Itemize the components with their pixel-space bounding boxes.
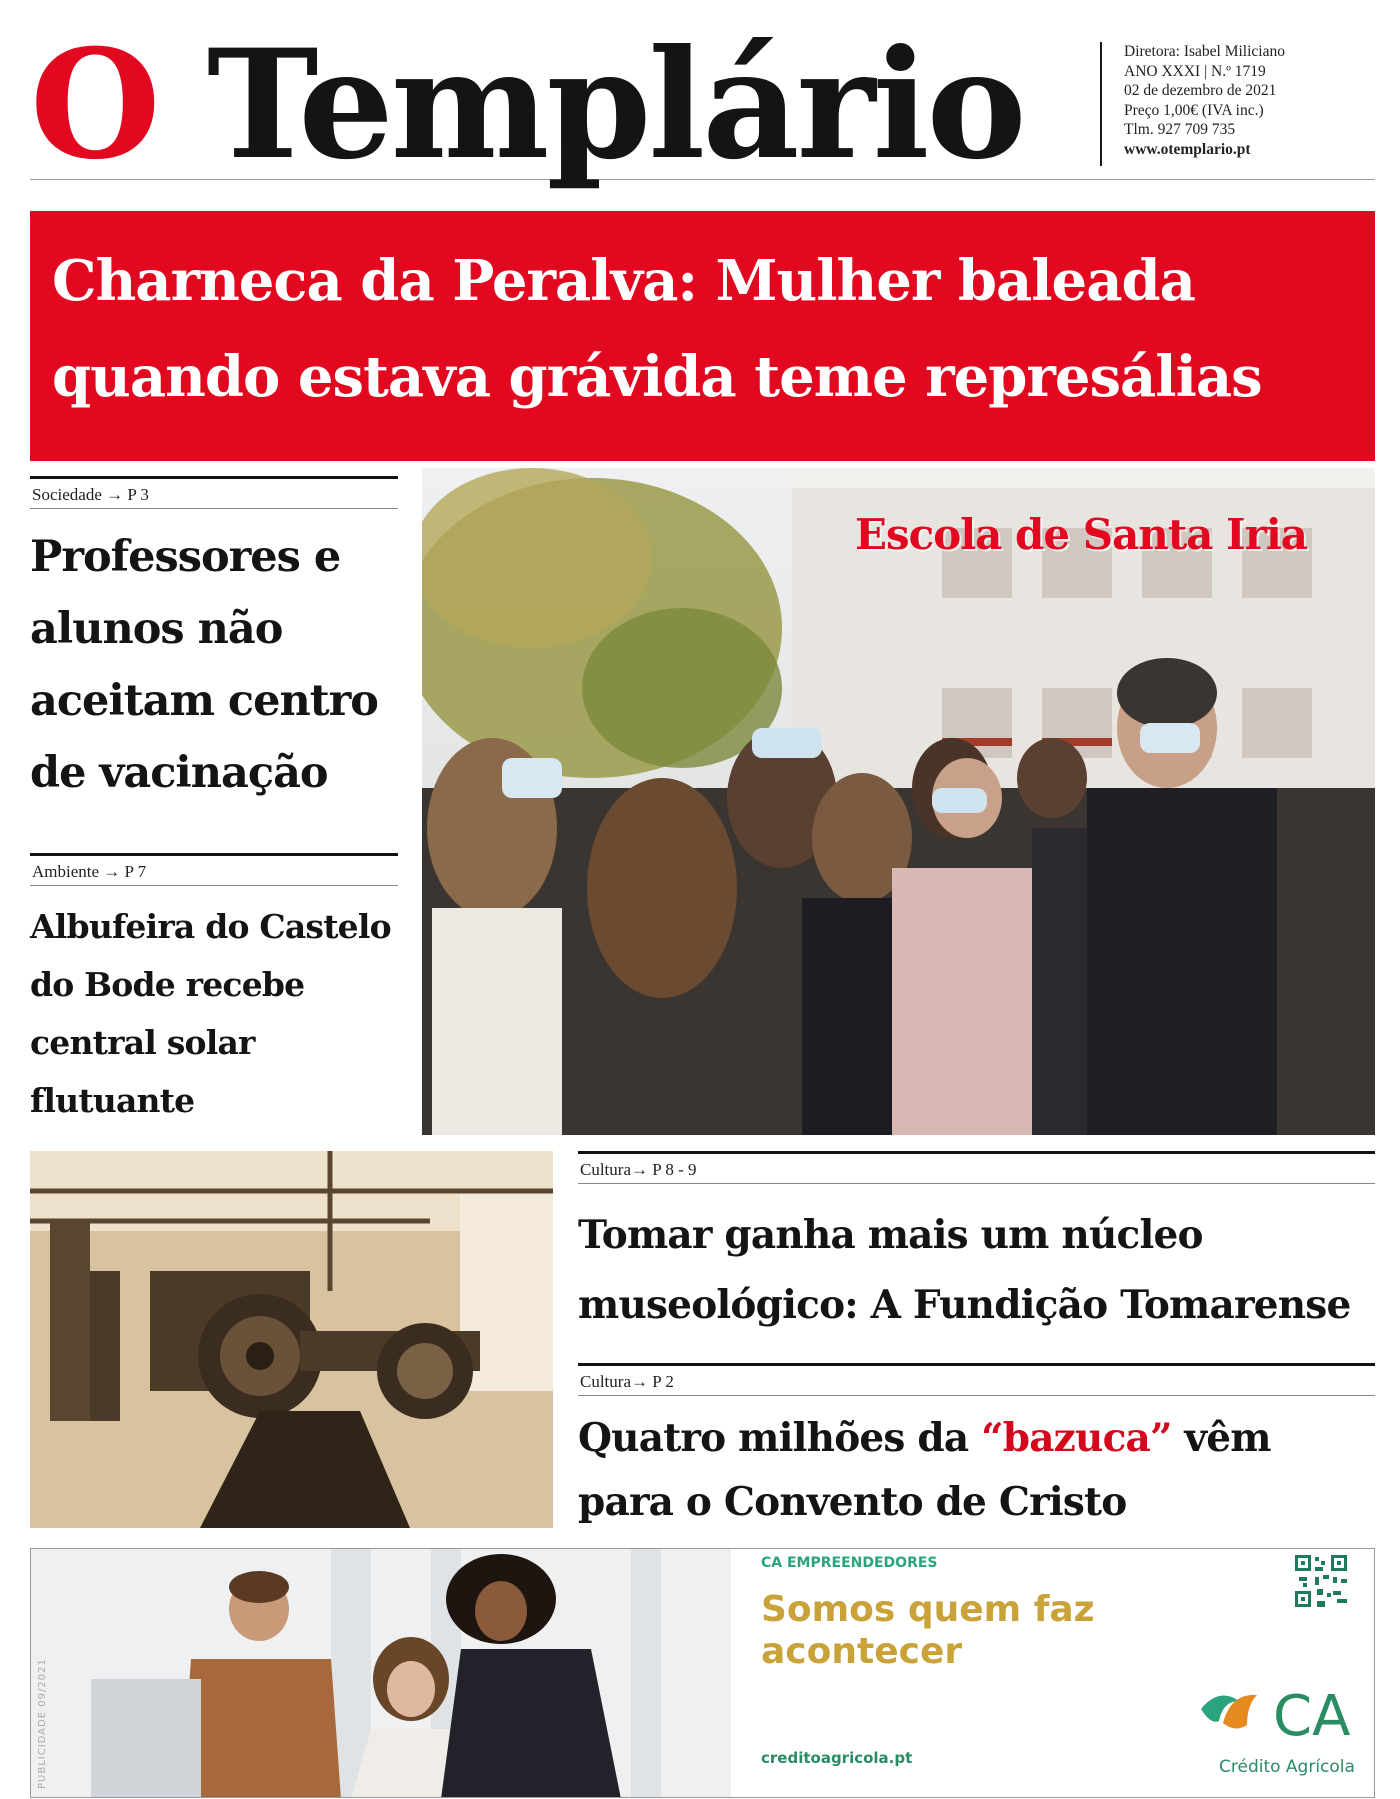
issue-info <box>1100 42 1285 166</box>
story-headline[interactable]: Professores e alunos não aceitam centro de vacinação <box>30 532 378 798</box>
foundry-machinery-illustration <box>30 1151 553 1528</box>
museum-photo[interactable] <box>30 1151 553 1528</box>
ad-slogan: Somos quem faz acontecer <box>761 1589 1095 1672</box>
headline-end: vêm para o Convento de Cristo <box>578 1415 1271 1525</box>
ca-letters: CA <box>1273 1684 1351 1749</box>
ad-photo <box>31 1549 731 1798</box>
photo-caption: Escola de Santa Iria <box>854 510 1307 559</box>
section-label: Cultura→ P 8 - 9 <box>578 1151 1375 1184</box>
issue-number: ANO XXXI | N.º 1719 <box>1124 62 1266 80</box>
headline-start: Quatro milhões da <box>578 1415 982 1461</box>
website-link[interactable]: www.otemplario.pt <box>1124 140 1251 158</box>
masthead <box>30 17 1375 193</box>
headline-highlight: “bazuca” <box>981 1415 1172 1461</box>
section-label: Cultura→ P 2 <box>578 1363 1375 1396</box>
logo-o: O <box>30 17 158 193</box>
office-people-illustration <box>31 1549 731 1798</box>
lead-headline[interactable]: Charneca da Peralva: Mulher baleada quando estava grávida teme represálias <box>52 248 1262 410</box>
qr-code-icon[interactable] <box>1293 1553 1349 1609</box>
newspaper-logo[interactable] <box>30 17 1024 193</box>
ad-url[interactable]: creditoagricola.pt <box>761 1749 913 1767</box>
ad-side-text: PUBLICIDADE 09/2021 <box>37 1658 48 1789</box>
story-headline[interactable] <box>578 1406 1375 1534</box>
director: Diretora: Isabel Miliciano <box>1124 43 1285 60</box>
ad-tagline: CA EMPREENDEDORES <box>761 1555 938 1571</box>
ad-brand-name: Crédito Agrícola <box>1219 1757 1355 1777</box>
phone: Tlm. 927 709 735 <box>1124 121 1236 138</box>
section-label: Ambiente → P 7 <box>30 853 398 886</box>
story-vaccination[interactable] <box>30 476 398 809</box>
story-headline[interactable]: Albufeira do Castelo do Bode recebe central solar flutuante <box>30 907 391 1120</box>
credito-agricola-logo-icon[interactable] <box>1191 1679 1371 1749</box>
story-solar[interactable] <box>30 853 398 1130</box>
issue-price: Preço 1,00€ (IVA inc.) <box>1124 101 1264 119</box>
students-photo-illustration <box>422 468 1375 1135</box>
logo-name: Templário <box>206 17 1024 193</box>
story-headline[interactable]: Tomar ganha mais um núcleo museológico: A Fundição Tomarense <box>578 1212 1351 1328</box>
story-museum[interactable] <box>578 1151 1375 1340</box>
main-photo[interactable] <box>422 468 1375 1135</box>
section-label: Sociedade → P 3 <box>30 476 398 509</box>
lead-banner[interactable] <box>30 211 1375 461</box>
credito-agricola-ad[interactable] <box>30 1548 1375 1798</box>
story-bazuca[interactable] <box>578 1363 1375 1534</box>
issue-date: 02 de dezembro de 2021 <box>1124 82 1277 99</box>
